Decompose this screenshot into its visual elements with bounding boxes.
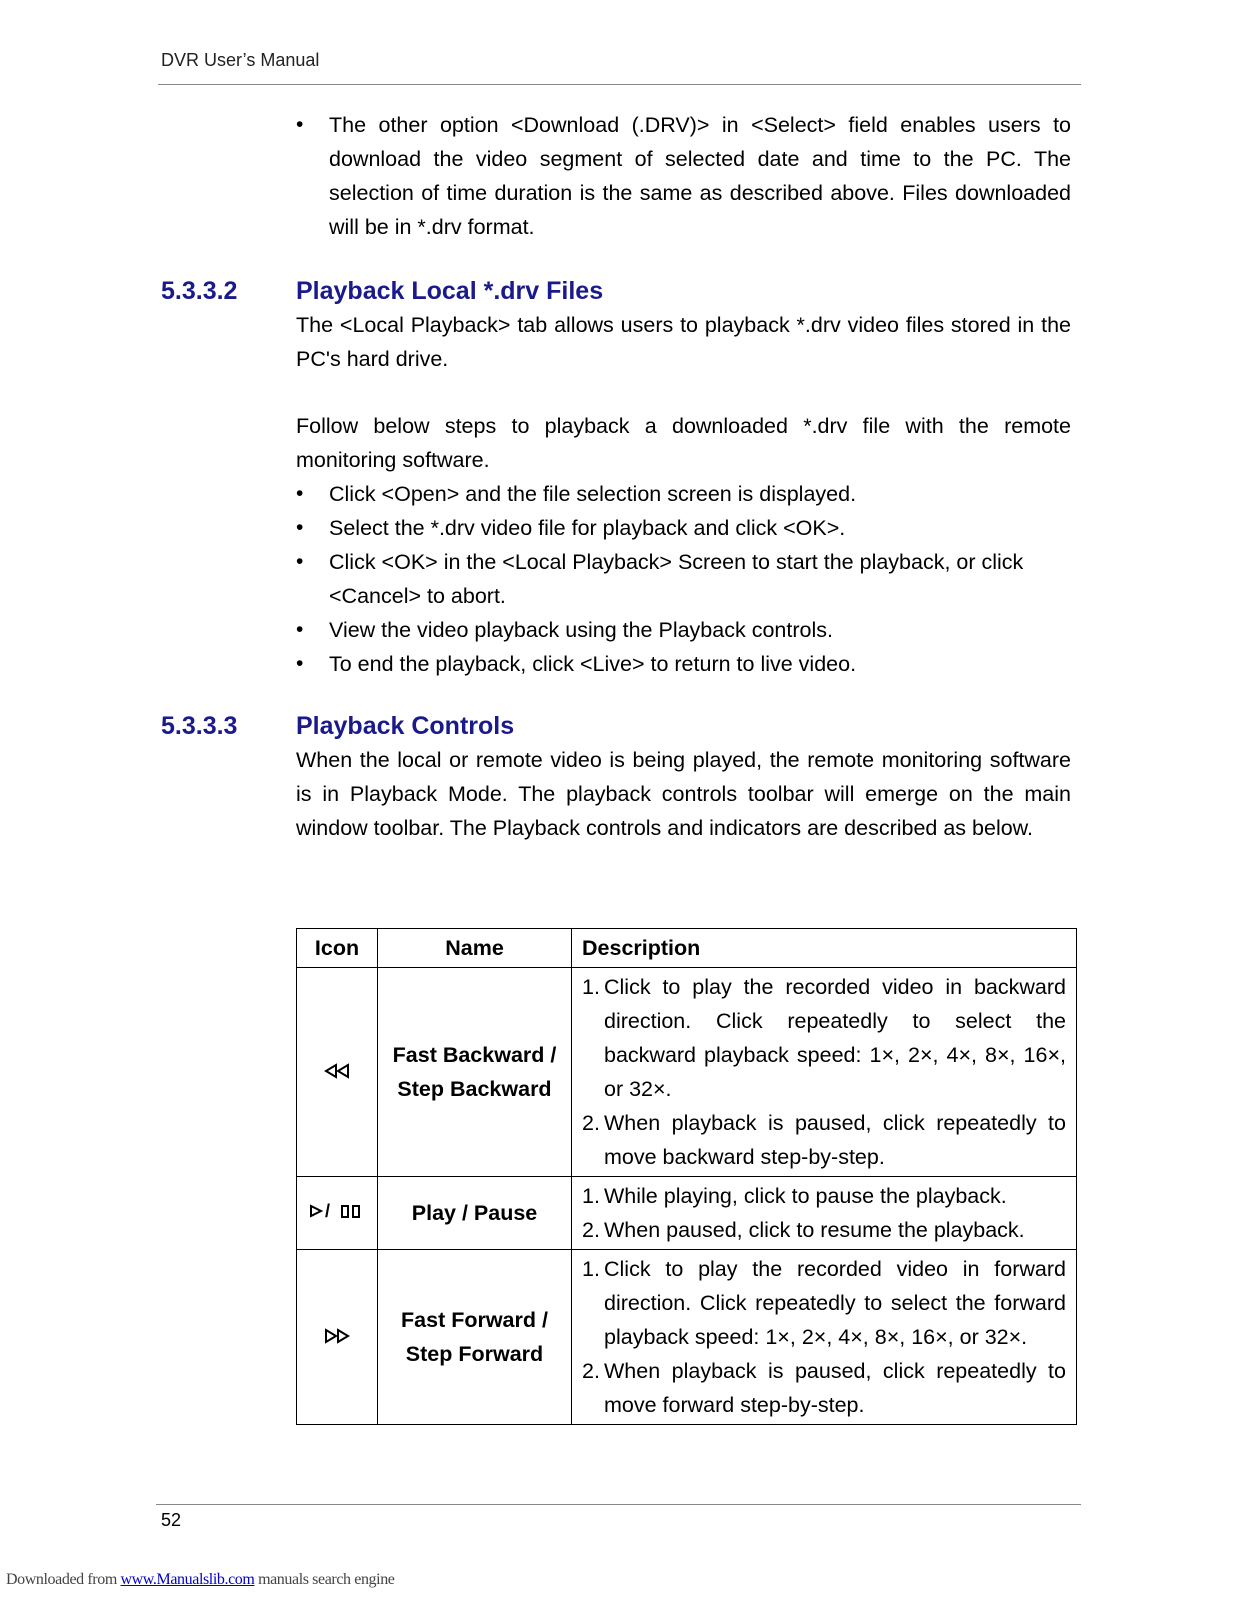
control-name	[378, 1177, 572, 1250]
play-pause-icon	[297, 1177, 378, 1250]
list-item-text: Click <Open> and the file selection screen is displayed.	[329, 482, 857, 506]
section-title: Playback Controls	[296, 712, 515, 740]
section-number: 5.3.3.3	[161, 712, 238, 740]
local-playback-intro	[296, 308, 1071, 376]
control-description	[572, 1250, 1077, 1425]
control-name-line: Step Backward	[397, 1077, 552, 1101]
fast-forward-icon	[297, 1250, 378, 1425]
control-name-line: Fast Forward /	[401, 1308, 548, 1332]
play-pause-icon-glyph	[308, 1202, 366, 1220]
local-playback-steps	[296, 409, 1071, 681]
description-item: 2. When playback is paused, click repeatedly to move forward step-by-step.	[582, 1359, 1066, 1417]
download-prefix: Downloaded from	[6, 1571, 117, 1588]
header-divider	[158, 84, 1081, 85]
control-name-line: Play / Pause	[411, 1201, 538, 1225]
section-number: 5.3.3.2	[161, 277, 238, 305]
paragraph: Follow below steps to playback a downloaded *.drv file with the remote monitoring software.	[296, 414, 1071, 472]
column-header-description: Description	[572, 929, 1077, 968]
list-item	[296, 477, 1071, 511]
paragraph: The <Local Playback> tab allows users to playback *.drv video files stored in the PC's hard drive.	[296, 313, 1071, 371]
control-description	[572, 1177, 1077, 1250]
section-title: Playback Local *.drv Files	[296, 277, 604, 305]
bullet-dot: •	[296, 618, 304, 641]
bullet-dot: •	[296, 550, 304, 573]
bullet-dot: •	[296, 482, 304, 505]
bullet-dot: •	[296, 516, 304, 539]
list-item	[296, 511, 1071, 545]
footer-divider	[156, 1504, 1081, 1505]
table-row	[297, 1250, 1077, 1425]
page-number: 52	[161, 1510, 182, 1530]
fast-forward-icon-glyph	[323, 1328, 351, 1344]
control-name-line: Step Forward	[405, 1342, 544, 1366]
control-name	[378, 968, 572, 1177]
control-description	[572, 968, 1077, 1177]
control-name	[378, 1250, 572, 1425]
column-header-name: Name	[378, 929, 572, 968]
list-item-text: Select the *.drv video file for playback and click <OK>.	[329, 516, 846, 540]
paragraph: When the local or remote video is being played, the remote monitoring software is in Playback Mode. The playback controls toolbar will emerge on the main window toolbar. The Playback controls and indicators are described as below.	[296, 748, 1071, 840]
fast-backward-icon-glyph	[323, 1063, 351, 1079]
playback-controls-table	[296, 928, 1077, 1425]
column-header-icon: Icon	[297, 929, 378, 968]
list-item	[296, 613, 1071, 647]
fast-backward-icon	[297, 968, 378, 1177]
svg-text:/: /	[325, 1201, 331, 1220]
table-row	[297, 1177, 1077, 1250]
download-notice	[6, 1571, 395, 1589]
list-item	[296, 647, 1071, 681]
control-name-line: Fast Backward /	[392, 1043, 557, 1067]
manualslib-link[interactable]: www.Manualslib.com	[120, 1571, 255, 1588]
description-item: 1. Click to play the recorded video in forward direction. Click repeatedly to select the forward playback speed: 1×, 2×, 4×, 8×, 16×, or 32×.	[582, 1257, 1066, 1349]
list-item-text: View the video playback using the Playback controls.	[329, 618, 833, 642]
running-header: DVR User’s Manual	[161, 50, 320, 70]
list-item	[296, 545, 1071, 613]
intro-bullet-text: The other option <Download (.DRV)> in <Select> field enables users to download the video segment of selected date and time to the PC. The selection of time duration is the same as described above. Files downloaded will be in *.drv format.	[329, 113, 1071, 239]
list-item-text: To end the playback, click <Live> to return to live video.	[329, 652, 857, 676]
table-header-row	[297, 929, 1077, 968]
list-item-text: Click <OK> in the <Local Playback> Screen to start the playback, or click <Cancel> to abort.	[329, 550, 1024, 608]
intro-bullet	[296, 108, 1071, 244]
description-item: 2. When playback is paused, click repeatedly to move backward step-by-step.	[582, 1111, 1066, 1169]
playback-controls-intro	[296, 743, 1071, 845]
description-item: 2. When paused, click to resume the playback.	[582, 1218, 1025, 1242]
bullet-dot: •	[296, 113, 304, 136]
description-item: 1. While playing, click to pause the playback.	[582, 1184, 1007, 1208]
table-row	[297, 968, 1077, 1177]
download-suffix: manuals search engine	[258, 1571, 395, 1588]
bullet-dot: •	[296, 652, 304, 675]
description-item: 1. Click to play the recorded video in backward direction. Click repeatedly to select the backward playback speed: 1×, 2×, 4×, 8×, 16×, or 32×.	[582, 975, 1066, 1101]
